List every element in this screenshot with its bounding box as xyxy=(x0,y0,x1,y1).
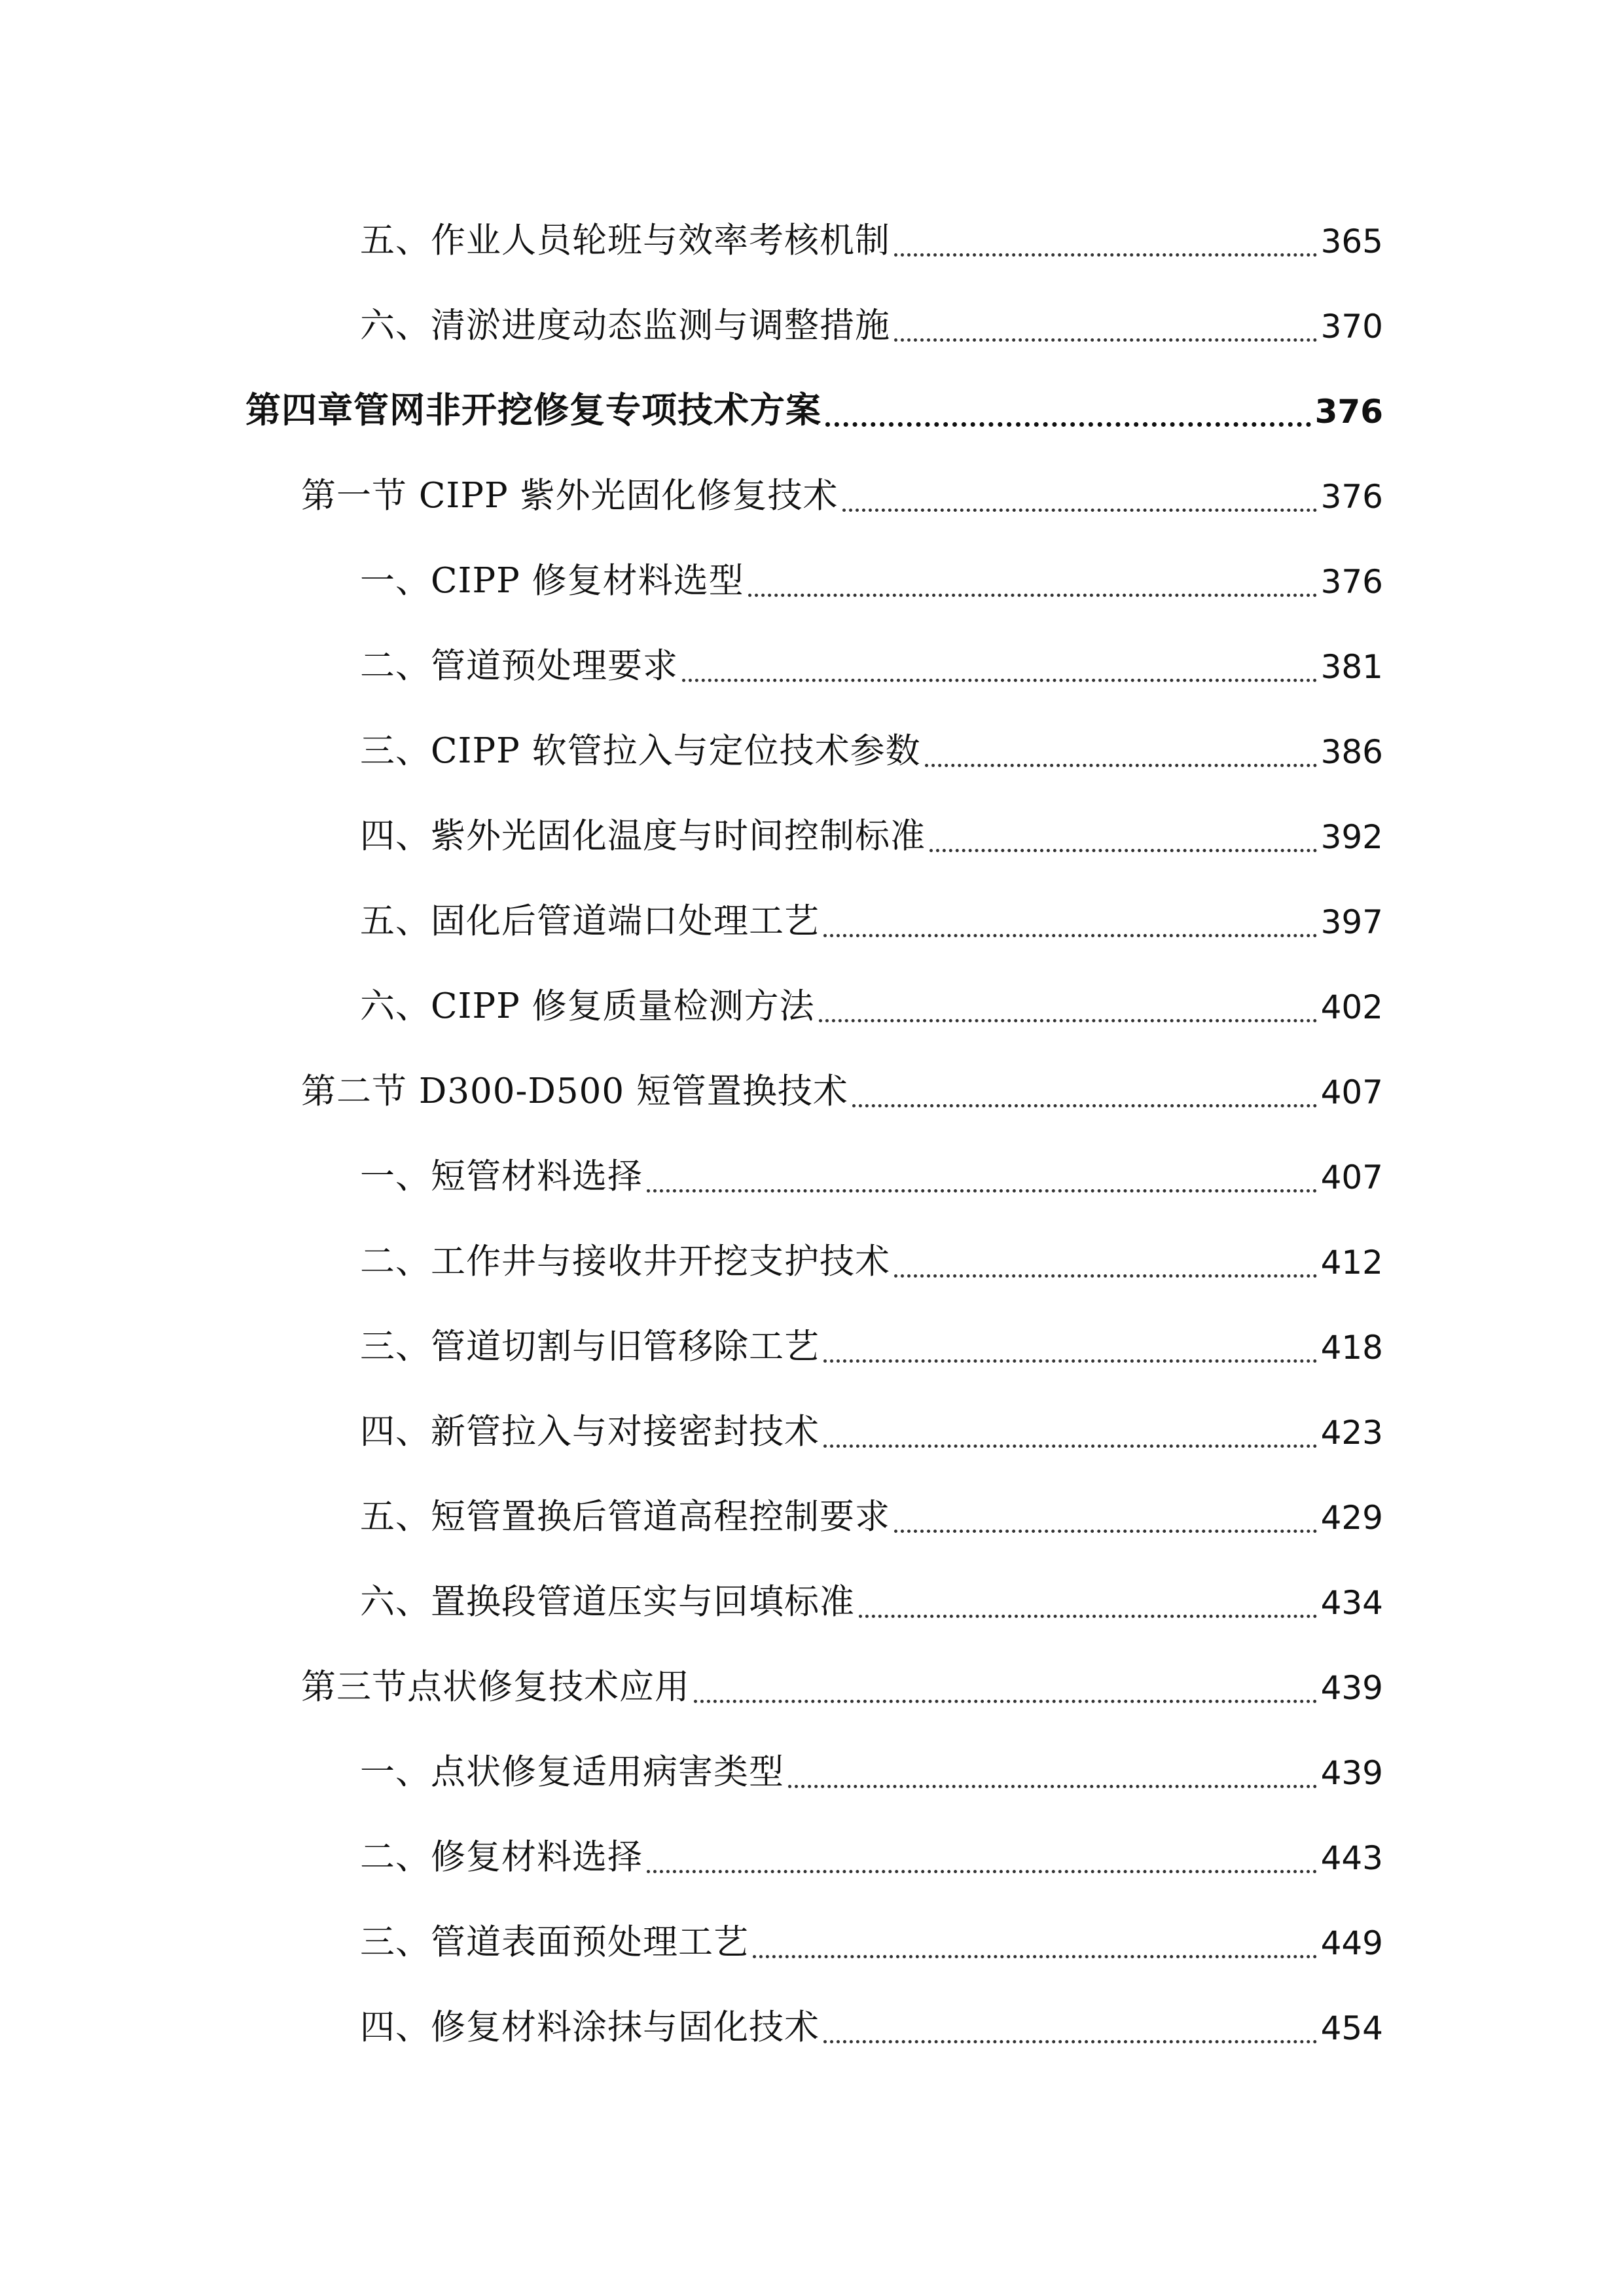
toc-entry[interactable] xyxy=(360,1390,1383,1452)
toc-entry[interactable] xyxy=(360,1901,1383,1960)
toc-leader-dots xyxy=(842,478,1317,513)
toc-leader-dots xyxy=(753,1925,1317,1960)
toc-leader-dots xyxy=(852,1074,1317,1109)
toc-entry-page: 376 xyxy=(1320,478,1383,516)
toc-entry[interactable] xyxy=(360,1305,1383,1367)
toc-leader-dots xyxy=(894,223,1317,258)
toc-entry-page: 443 xyxy=(1320,1839,1383,1877)
toc-entry-page: 402 xyxy=(1320,988,1383,1026)
toc-section-entry[interactable] xyxy=(301,1050,1383,1109)
toc-entry-title: 五、作业人员轮班与效率考核机制 xyxy=(360,221,890,260)
toc-entry-page: 381 xyxy=(1320,648,1383,686)
toc-entry-page: 376 xyxy=(1320,563,1383,601)
toc-entry-page: 365 xyxy=(1320,223,1383,260)
toc-leader-dots xyxy=(823,2010,1317,2045)
toc-leader-dots xyxy=(819,989,1317,1024)
toc-entry-title: 二、工作井与接收井开挖支护技术 xyxy=(360,1242,890,1282)
toc-leader-dots xyxy=(823,1329,1317,1364)
toc-entry-title: 三、管道表面预处理工艺 xyxy=(360,1922,749,1962)
toc-leader-dots xyxy=(647,1159,1317,1194)
toc-entry-page: 376 xyxy=(1314,393,1383,431)
toc-leader-dots xyxy=(694,1670,1317,1704)
toc-section-entry[interactable] xyxy=(301,1645,1383,1707)
toc-leader-dots xyxy=(823,904,1317,939)
toc-entry-page: 423 xyxy=(1320,1414,1383,1452)
toc-section-entry[interactable] xyxy=(301,454,1383,516)
toc-leader-dots xyxy=(925,734,1317,768)
toc-entry-title: 第二节 D300-D500 短管置换技术 xyxy=(301,1071,848,1111)
toc-entry-title: 一、CIPP 修复材料选型 xyxy=(360,561,744,601)
toc-entry-title: 四、修复材料涂抹与固化技术 xyxy=(360,2007,820,2047)
toc-entry-title: 一、点状修复适用病害类型 xyxy=(360,1752,784,1792)
toc-entry[interactable] xyxy=(360,284,1383,346)
toc-entry-title: 第一节 CIPP 紫外光固化修复技术 xyxy=(301,476,839,516)
toc-entry[interactable] xyxy=(360,709,1383,771)
toc-entry-title: 六、置换段管道压实与回填标准 xyxy=(360,1582,855,1622)
toc-entry[interactable] xyxy=(360,1220,1383,1282)
toc-entry-title: 四、紫外光固化温度与时间控制标准 xyxy=(360,816,926,856)
toc-leader-dots xyxy=(823,1414,1317,1449)
toc-entry[interactable] xyxy=(360,1816,1383,1877)
toc-entry[interactable] xyxy=(360,539,1383,601)
toc-leader-dots xyxy=(894,1244,1317,1279)
toc-entry-title: 四、新管拉入与对接密封技术 xyxy=(360,1412,820,1452)
toc-leader-dots xyxy=(894,1499,1317,1534)
toc-entry[interactable] xyxy=(360,1560,1383,1622)
toc-entry[interactable] xyxy=(360,1986,1383,2045)
toc-entry-title: 第四章管网非开挖修复专项技术方案 xyxy=(245,389,821,431)
toc-entry[interactable] xyxy=(360,1731,1383,1792)
toc-entry[interactable] xyxy=(360,795,1383,856)
toc-leader-dots xyxy=(788,1755,1317,1789)
toc-entry-page: 429 xyxy=(1320,1499,1383,1537)
toc-leader-dots xyxy=(894,308,1317,343)
toc-entry-page: 434 xyxy=(1320,1584,1383,1622)
toc-entry-title: 三、管道切割与旧管移除工艺 xyxy=(360,1327,820,1367)
toc-entry-page: 386 xyxy=(1320,733,1383,771)
toc-entry-title: 五、短管置换后管道高程控制要求 xyxy=(360,1497,890,1537)
toc-leader-dots xyxy=(682,649,1317,683)
toc-leader-dots xyxy=(859,1585,1317,1619)
toc-entry-page: 407 xyxy=(1320,1158,1383,1196)
toc-entry-page: 454 xyxy=(1320,2009,1383,2047)
toc-entry-page: 392 xyxy=(1320,818,1383,856)
toc-entry-page: 439 xyxy=(1320,1669,1383,1707)
toc-chapter-entry[interactable] xyxy=(245,369,1383,431)
toc-entry[interactable] xyxy=(360,880,1383,939)
toc-entry[interactable] xyxy=(360,624,1383,686)
toc-entry-title: 一、短管材料选择 xyxy=(360,1157,643,1196)
toc-entry-page: 418 xyxy=(1320,1329,1383,1367)
toc-entry[interactable] xyxy=(360,965,1383,1024)
toc-entry-title: 二、修复材料选择 xyxy=(360,1837,643,1877)
toc-entry-page: 370 xyxy=(1320,308,1383,346)
toc-entry-title: 二、管道预处理要求 xyxy=(360,646,678,686)
toc-entry[interactable] xyxy=(360,199,1383,258)
toc-entry-page: 407 xyxy=(1320,1073,1383,1111)
toc-entry-title: 五、固化后管道端口处理工艺 xyxy=(360,901,820,941)
toc-entry[interactable] xyxy=(360,1135,1383,1194)
toc-entry-page: 397 xyxy=(1320,903,1383,941)
toc-leader-dots xyxy=(929,819,1317,853)
toc-leader-dots xyxy=(647,1840,1317,1874)
toc-entry-title: 六、CIPP 修复质量检测方法 xyxy=(360,986,815,1026)
toc-entry-title: 六、清淤进度动态监测与调整措施 xyxy=(360,306,890,346)
toc-leader-dots xyxy=(825,393,1311,428)
toc-entry-page: 412 xyxy=(1320,1244,1383,1282)
toc-entry-page: 439 xyxy=(1320,1754,1383,1792)
toc-entry-title: 第三节点状修复技术应用 xyxy=(301,1667,690,1707)
toc-entry-page: 449 xyxy=(1320,1924,1383,1962)
toc-leader-dots xyxy=(748,564,1317,598)
toc-entry[interactable] xyxy=(360,1475,1383,1537)
toc-entry-title: 三、CIPP 软管拉入与定位技术参数 xyxy=(360,731,921,771)
